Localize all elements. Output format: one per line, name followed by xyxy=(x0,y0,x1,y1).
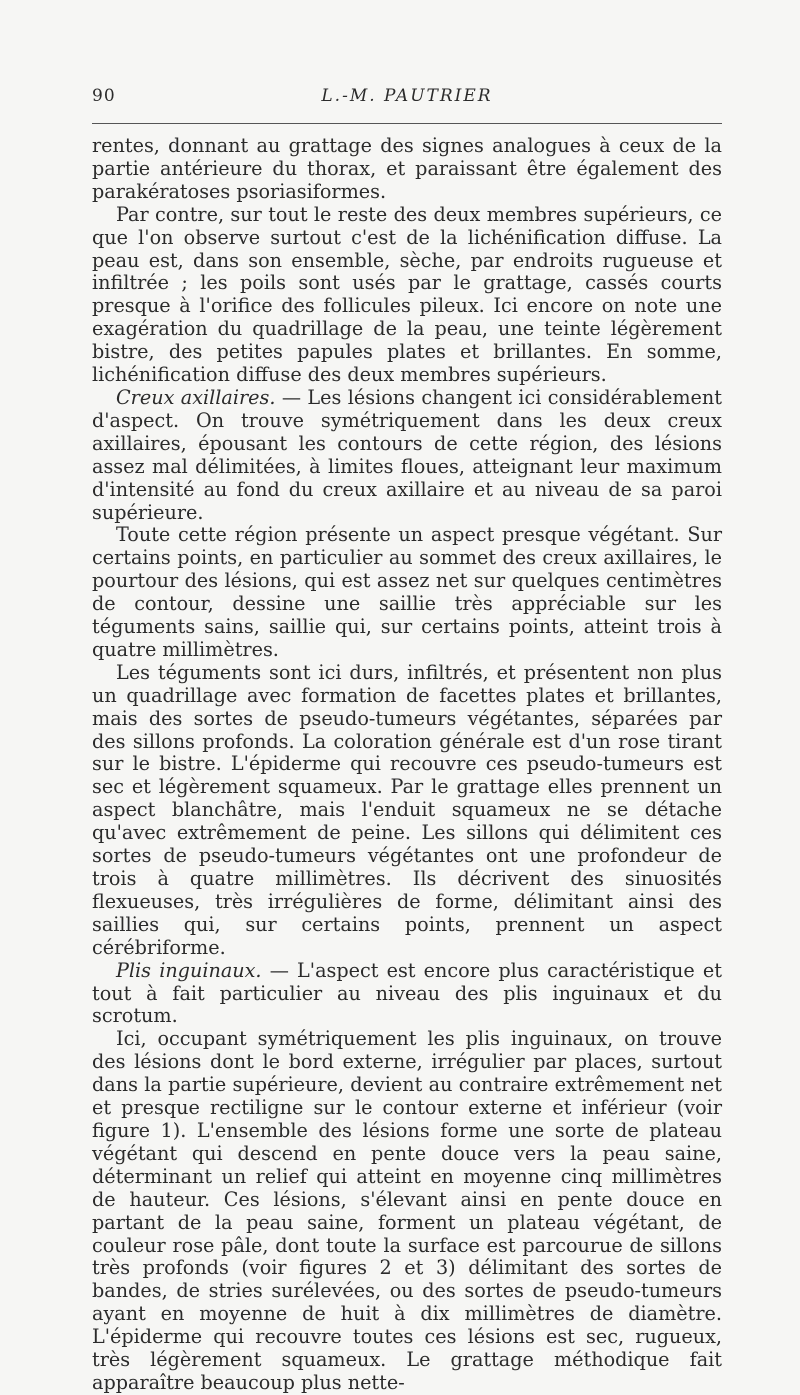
paragraph-text: Les téguments sont ici durs, infiltrés, et présentent non plus un quadrillage avec formation de facettes plates et brillantes, mais des sortes de pseudo-tumeurs végétantes, séparées par des sillons profonds. La coloration générale est d'un rose tirant sur le bistre. L'épiderme qui recouvre ces pseudo-tumeurs est sec et légèrement squameux. Par le grattage elles prennent un aspect blanchâtre, mais l'enduit squameux ne se détache qu'avec extrêmement de peine. Les sillons qui délimitent ces sortes de pseudo-tumeurs végétantes ont une profondeur de trois à quatre millimètres. Ils décrivent des sinuosités flexueuses, très irrégulières de forme, délimitant ainsi des saillies qui, sur certains points, prennent un aspect cérébriforme. xyxy=(92,660,722,959)
paragraph-text: Par contre, sur tout le reste des deux membres supérieurs, ce que l'on observe surtout c'est de la lichénification diffuse. La peau est, dans son ensemble, sèche, par endroits rugueuse et infiltrée ; les poils sont usés par le grattage, cassés courts presque à l'orifice des follicules pileux. Ici encore on note une exagération du quadrillage de la peau, une teinte légèrement bistre, des petites papules plates et brillantes. En somme, lichénification diffuse des deux membres supérieurs. xyxy=(92,202,722,387)
section-lead-creux-axillaires: Creux axillaires. xyxy=(116,385,276,409)
running-title: L.-M. PAUTRIER xyxy=(321,86,493,106)
paragraph xyxy=(92,1028,722,1395)
section-lead-plis-inguinaux: Plis inguinaux. xyxy=(116,958,262,982)
header-rule xyxy=(92,123,722,124)
page-number: 90 xyxy=(92,86,116,106)
paragraph xyxy=(92,662,722,960)
paragraph xyxy=(92,524,722,661)
paragraph-text: Toute cette région présente un aspect presque végétant. Sur certains points, en particulier au sommet des creux axillaires, le pourtour des lésions, qui est assez net sur quelques centimètres de contour, dessine une saillie très appréciable sur les téguments sains, saillie qui, sur certains points, atteint trois à quatre millimètres. xyxy=(92,523,722,661)
paragraph-text: — Les lésions changent ici considérablement d'aspect. On trouve symétriquement dans les deux creux axillaires, épousant les contours de cette région, des lésions assez mal délimitées, à limites floues, atteignant leur maximum d'intensité au fond du creux axillaire et au niveau de sa paroi supérieure. xyxy=(92,385,722,524)
paragraph-text: Ici, occupant symétriquement les plis inguinaux, on trouve des lésions dont le bord externe, irrégulier par places, surtout dans la partie supérieure, devient au contraire extrêmement net et presque rectiligne sur le contour externe et inférieur (voir figure 1). L'ensemble des lésions forme une sorte de plateau végétant qui descend en pente douce vers la peau saine, déterminant un relief qui atteint en moyenne cinq millimètres de hauteur. Ces lésions, s'élevant ainsi en pente douce en partant de la peau saine, forment un plateau végétant, de couleur rose pâle, dont toute la surface est parcourue de sillons très profonds (voir figures 2 et 3) délimitant des sortes de bandes, de stries surélevées, ou des sortes de pseudo-tumeurs ayant en moyenne de huit à dix millimètres de diamètre. L'épiderme qui recouvre toutes ces lésions est sec, rugueux, très légèrement squameux. Le grattage méthodique fait apparaître beaucoup plus nette- xyxy=(92,1027,722,1394)
paragraph xyxy=(92,387,722,524)
paragraph-text: rentes, donnant au grattage des signes analogues à ceux de la partie antérieure du thorax, et paraissant être également des parakératoses psoriasiformes. xyxy=(92,134,722,203)
paragraph-text: — L'aspect est encore plus caractéristique et tout à fait particulier au niveau des plis inguinaux et du scrotum. xyxy=(92,958,722,1028)
page-header xyxy=(92,82,722,116)
paragraph xyxy=(92,204,722,387)
paragraph xyxy=(92,960,722,1029)
paragraph xyxy=(92,135,722,204)
body-text xyxy=(92,135,722,1395)
